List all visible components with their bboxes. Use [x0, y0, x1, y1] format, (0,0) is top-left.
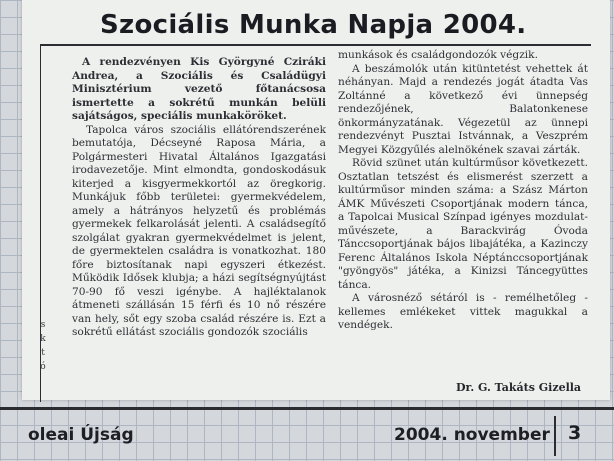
publication-name: oleai Újság — [28, 425, 134, 445]
side-letter: t — [41, 348, 45, 358]
side-letter: ó — [40, 362, 46, 372]
article-left-column — [72, 56, 326, 340]
article-right-column — [338, 49, 588, 333]
article-paragraph: Rövid szünet után kultúrműsor következett. Osztatlan tetszést és elismerést szerzett a kultúrműsor minden száma: a Szász Márton ÁMK Művészeti Csoportjának modern tánca, a Tapolcai Musical Színpad igényes mozdulat-művészete, a Barackvirág Óvoda Tánccsoportjának bájos libajátéka, a Kazinczy Ferenc Általános Iskola Néptánccsoportjának "gyöngyös" játéka, a Kinizsi Táncegyüttes tánca. — [338, 157, 588, 291]
article-title: Szociális Munka Napja 2004. — [100, 10, 527, 40]
article-lead-paragraph: A rendezvényen Kis Györgyné Cziráki Andrea, a Szociális és Családügyi Minisztérium vezető főtanácsosa ismertette a sokrétű munkán belüli sajátságos, speciális munkaköröket. — [72, 56, 326, 122]
footer-rule — [0, 407, 614, 410]
side-letter: k — [40, 334, 46, 344]
article-paragraph: munkások és családgondozók végzik. — [338, 49, 538, 61]
article-paragraph: A városnéző sétáról is - remélhetőleg - kellemes emlékeket vittek magukkal a vendégek. — [338, 292, 588, 331]
side-letter: s — [40, 320, 46, 330]
side-letters — [38, 318, 48, 374]
article-signature: Dr. G. Takáts Gizella — [456, 381, 582, 394]
article-paragraph: Tapolca város szociális ellátórendszerének bemutatója, Décseyné Raposa Mária, a Polgármesteri Hivatal Általános Igazgatási irodavezetője. Mint elmondta, gondoskodásuk kiterjed a kisgyermekkortól az öregkorig. Munkájuk főbb területei: gyermekvédelem, amely a hátrányos helyzetű és problémás gyermekek felkarolását jelenti. A családsegítő szolgálat gyakran gyermekvédelmet is jelent, de gyermektelen családra is vonatkozhat. 180 főre biztosítanak napi egyszeri étkezést. Működik Idősek klubja; a házi segítségnyújtást 70-90 fő veszi igénybe. A hajléktalanok átmeneti szállásán 15 férfi és 10 nő részére van hely, sőt egy szoba család részére is. Ezt a sokrétű ellátást szociális gondozók szociális — [72, 123, 326, 338]
article-paragraph: A beszámolók után kitüntetést vehettek át néhányan. Majd a rendezés jogát átadta Vas Zoltánné a következő évi ünnepség rendezőjének, Balatonkenese önkormányzatának. Végezetül az ünnepi rendezvényt Pusztai Istvánnak, a Veszprém Megyei Közgyűlés alelnökének szavai zárták. — [338, 62, 588, 156]
footer-separator — [554, 416, 556, 456]
page-number: 3 — [568, 422, 582, 444]
issue-date: 2004. november — [394, 425, 550, 445]
